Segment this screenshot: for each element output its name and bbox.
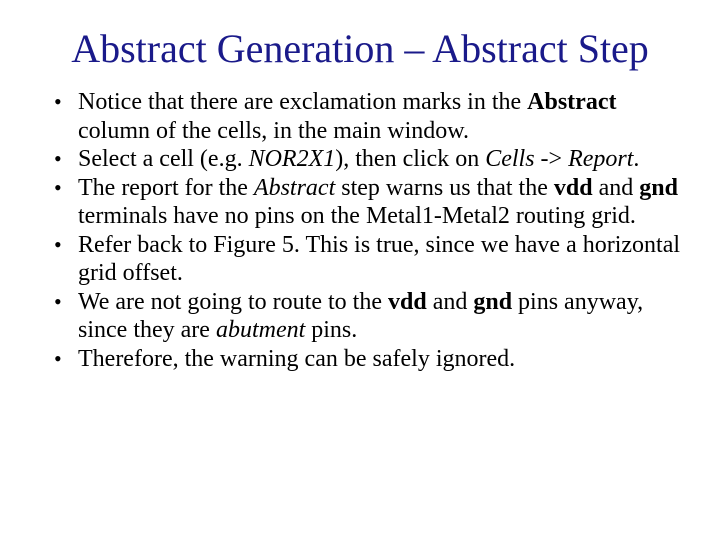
bullet-text-bold: vdd bbox=[387, 288, 427, 315]
bullet-item bbox=[54, 88, 694, 145]
bullet-text-run: -> bbox=[534, 146, 569, 172]
bullet-text-italic: Report bbox=[568, 146, 634, 172]
bullet-item bbox=[54, 174, 694, 231]
bullet-dot: • bbox=[54, 288, 62, 314]
bullet-text bbox=[78, 175, 678, 230]
bullet-item bbox=[54, 145, 694, 174]
bullet-text-run: column of the cells, in the main window. bbox=[78, 117, 470, 144]
bullet-text bbox=[78, 346, 515, 372]
bullet-text-bold: vdd bbox=[553, 174, 593, 201]
bullet-text bbox=[78, 146, 639, 172]
bullet-text-run: terminals have no pins on the Metal1-Metal2 routing grid. bbox=[78, 203, 636, 229]
bullet-text-run: . bbox=[633, 146, 640, 172]
bullet-text-bold: gnd bbox=[639, 174, 678, 201]
bullet-item bbox=[54, 288, 694, 345]
bullet-dot: • bbox=[54, 146, 62, 171]
bullet-dot: • bbox=[54, 174, 62, 200]
bullet-text-run: Therefore, the warning can be safely ignored. bbox=[78, 345, 516, 372]
bullet-text-run: Select a cell (e.g. bbox=[78, 146, 249, 172]
bullet-list bbox=[54, 88, 694, 373]
bullet-item bbox=[54, 345, 694, 374]
bullet-text-italic: Abstract bbox=[253, 174, 336, 201]
bullet-text-run: and bbox=[426, 288, 474, 315]
bullet-dot: • bbox=[54, 345, 62, 371]
bullet-text-run: Refer back to Figure 5. This is true, since we have a horizontal grid offset. bbox=[78, 231, 681, 286]
bullet-text bbox=[78, 89, 616, 144]
bullet-text-run: pins. bbox=[305, 317, 358, 343]
bullet-text bbox=[78, 232, 680, 287]
bullet-text-run: We are not going to route to the bbox=[78, 288, 388, 315]
bullet-dot: • bbox=[54, 231, 62, 257]
bullet-item bbox=[54, 231, 694, 288]
bullet-text-run: The report for the bbox=[78, 174, 254, 201]
bullet-text-run: pins anyway, since they are bbox=[78, 288, 644, 343]
slide-title: Abstract Generation – Abstract Step bbox=[71, 26, 649, 71]
bullet-text-run: and bbox=[592, 174, 640, 201]
bullet-text-italic: NOR2X1 bbox=[248, 146, 336, 172]
bullet-text-run: step warns us that the bbox=[335, 174, 554, 201]
bullet-dot: • bbox=[54, 89, 62, 114]
bullet-text-bold: Abstract bbox=[527, 89, 617, 115]
bullet-text bbox=[78, 289, 643, 344]
bullet-text-italic: abutment bbox=[215, 317, 306, 343]
bullet-text-run: ), then click on bbox=[335, 146, 486, 172]
bullet-text-bold: gnd bbox=[473, 288, 513, 315]
bullet-text-run: Notice that there are exclamation marks in the bbox=[78, 89, 528, 115]
bullet-text-italic: Cells bbox=[485, 146, 535, 172]
